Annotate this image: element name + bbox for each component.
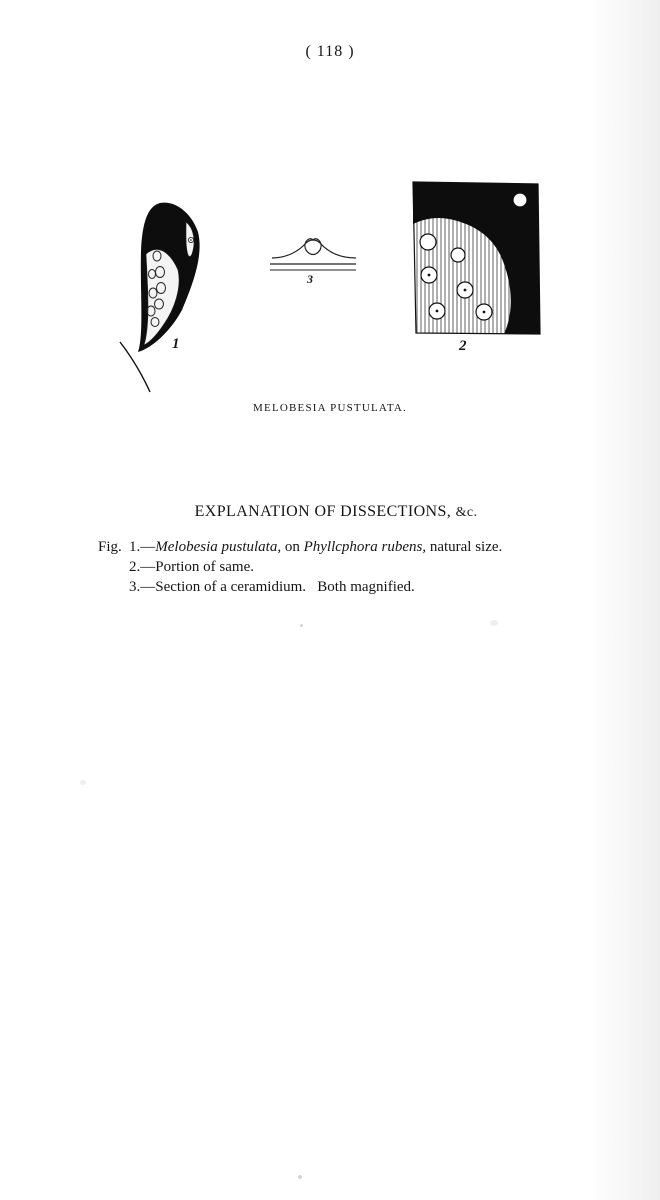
explanation-heading: [0, 503, 660, 521]
figure-number: 1.: [129, 539, 141, 555]
explanation-heading-text: EXPLANATION OF DISSECTIONS,: [194, 503, 452, 520]
figure-text-part: Both magnified.: [306, 579, 415, 595]
figure-text-part: Phyllcphora rubens,: [303, 539, 427, 555]
figure-number: 2.: [129, 559, 141, 575]
figure-text-part: —Portion of same.: [140, 559, 254, 575]
figure-text-part: —: [140, 539, 156, 555]
figure-3-label: 3: [307, 272, 313, 286]
scan-speck: [80, 780, 86, 785]
plate-caption: MELOBESIA PUSTULATA.: [253, 402, 407, 414]
scan-speck: [298, 1175, 302, 1179]
figure-text-part: natural size.: [426, 539, 503, 555]
figure-text-part: Melobesia pustulata,: [155, 539, 282, 555]
fig-prefix: Fig.: [98, 539, 122, 555]
figure-explanation-row: [98, 537, 618, 557]
figure-explanation-row: [98, 557, 618, 577]
figure-text-part: on: [281, 539, 304, 555]
page-edge-shading: [590, 0, 660, 1200]
figure-explanation-row: [98, 577, 618, 597]
figure-1-label: 1: [172, 336, 180, 352]
figure-number: 3.: [129, 579, 141, 595]
explanation-heading-suffix: &c.: [455, 505, 478, 520]
scan-speck: [490, 620, 498, 626]
scan-speck: [300, 624, 303, 627]
figure-1-drawing: [120, 203, 200, 392]
figure-2-label: 2: [459, 338, 467, 354]
page-number: ( 118 ): [305, 43, 355, 60]
figure-text-part: —Section of a ceramidium.: [140, 579, 307, 595]
illustration-plate: [100, 170, 570, 400]
plate-engraving: [100, 170, 570, 400]
figure-2-drawing: [413, 182, 540, 334]
figure-3-drawing: [270, 239, 356, 270]
figure-explanations: [98, 537, 618, 597]
